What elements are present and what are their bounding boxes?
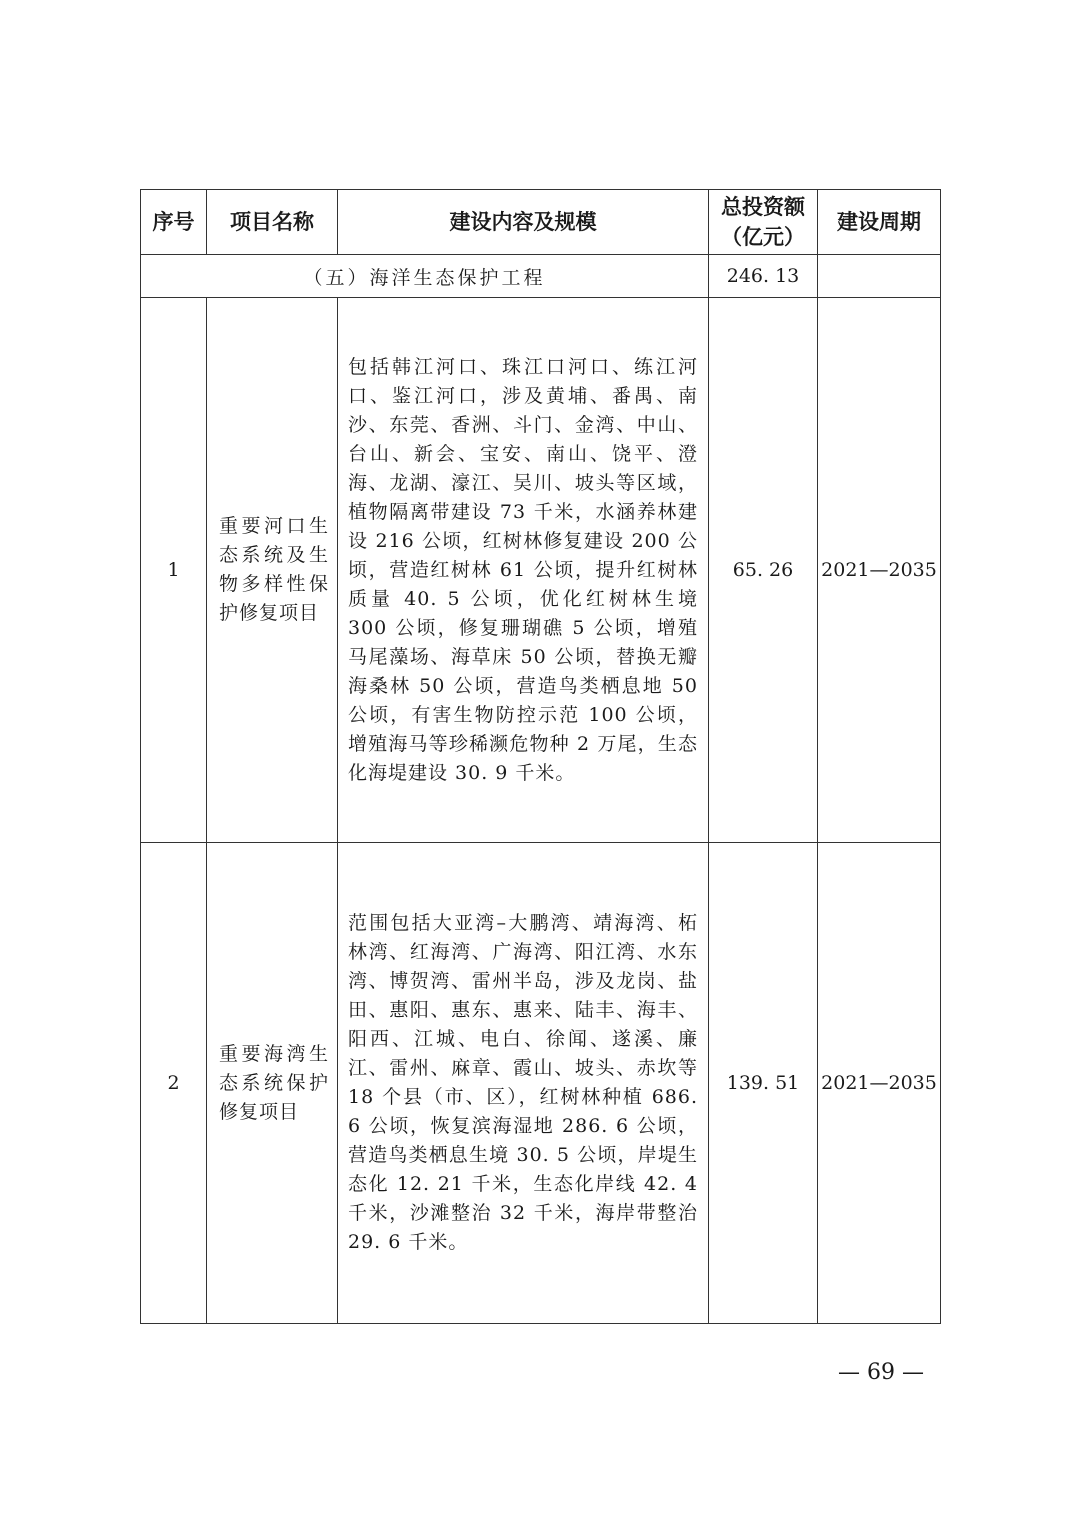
table-row xyxy=(141,843,941,1324)
row-project-name: 重要河口生态系统及生物多样性保护修复项目 xyxy=(207,298,338,843)
header-investment xyxy=(709,190,818,255)
row-investment: 139. 51 xyxy=(709,843,818,1324)
section-total: 246. 13 xyxy=(709,255,818,298)
project-table xyxy=(140,189,941,1324)
row-content-text: 包括韩江河口、珠江口河口、练江河口、鉴江河口，涉及黄埔、番禺、南沙、东莞、香洲、斗门、金湾、中山、台山、新会、宝安、南山、饶平、澄海、龙湖、濠江、吴川、坡头等区域，植物隔离带建设 73 千米，水涵养林建设 216 公顷，红树林修复建设 200 公顷，营造红树林 61 公顷，提升红树林质量 40. 5 公顷，优化红树林生境 300 公顷，修复珊瑚礁 5 公顷，增殖马尾藻场、海草床 50 公顷，替换无瓣海桑林 50 公顷，营造鸟类栖息地 50 公顷，有害生物防控示范 100 公顷，增殖海马等珍稀濒危物种 2 万尾，生态化海堤建设 30. 9 千米。 xyxy=(348,355,698,784)
section-row xyxy=(141,255,941,298)
header-investment-line1: 总投资额 xyxy=(721,195,805,219)
row-investment: 65. 26 xyxy=(709,298,818,843)
row-period: 2021—2035 xyxy=(818,843,941,1324)
header-investment-line2: （亿元） xyxy=(721,225,805,249)
section-title-cell xyxy=(141,255,709,298)
header-content: 建设内容及规模 xyxy=(338,190,709,255)
row-content-text: 范围包括大亚湾–大鹏湾、靖海湾、柘林湾、红海湾、广海湾、阳江湾、水东湾、博贺湾、雷州半岛，涉及龙岗、盐田、惠阳、惠东、惠来、陆丰、海丰、阳西、江城、电白、徐闻、遂溪、廉江、雷州、麻章、霞山、坡头、赤坎等 18 个县（市、区），红树林种植 686. 6 公顷，恢复滨海湿地 286. 6 公顷，营造鸟类栖息生境 30. 5 公顷，岸堤生态化 12. 21 千米，生态化岸线 42. 4 千米，沙滩整治 32 千米，海岸带整治 29. 6 千米。 xyxy=(348,912,698,1253)
table-row xyxy=(141,298,941,843)
row-seq: 1 xyxy=(141,298,207,843)
row-period: 2021—2035 xyxy=(818,298,941,843)
section-period-empty xyxy=(818,255,941,298)
page-number: — 69 — xyxy=(838,1360,924,1385)
row-content xyxy=(338,843,709,1324)
row-content xyxy=(338,298,709,843)
header-seq: 序号 xyxy=(141,190,207,255)
row-project-name: 重要海湾生态系统保护修复项目 xyxy=(207,843,338,1324)
section-title: （五）海洋生态保护工程 xyxy=(303,266,546,289)
header-name: 项目名称 xyxy=(207,190,338,255)
row-seq: 2 xyxy=(141,843,207,1324)
header-period: 建设周期 xyxy=(818,190,941,255)
table-header-row xyxy=(141,190,941,255)
